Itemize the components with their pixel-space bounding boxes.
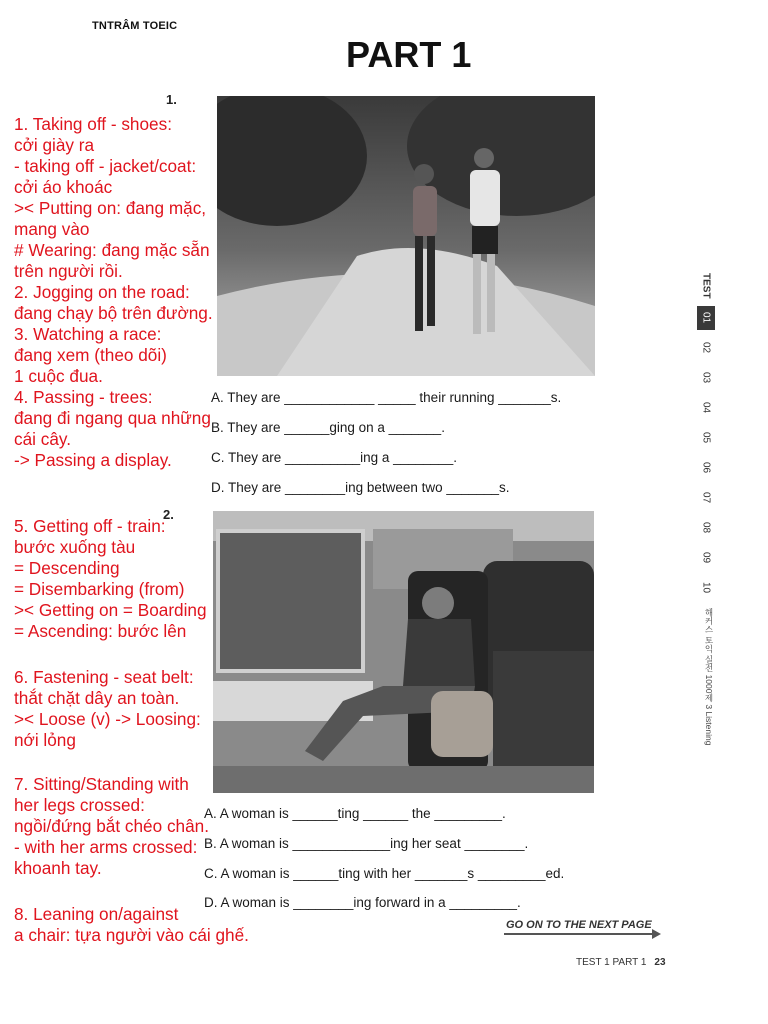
side-tab-test-04: 04 bbox=[700, 402, 712, 414]
go-on-next-page-label: GO ON TO THE NEXT PAGE bbox=[506, 919, 652, 931]
side-tab-test-08: 08 bbox=[700, 522, 712, 534]
note-group-2: 5. Getting off - train: bước xuống tàu = Descending = Disembarking (from) >< Getting on = Boarding = Ascending: bước lên bbox=[14, 516, 207, 641]
question-2-option-c: C. A woman is ______ting with her _______s _________ed. bbox=[204, 866, 565, 881]
side-tab-test-05: 05 bbox=[700, 432, 712, 444]
side-tab-test-06: 06 bbox=[700, 462, 712, 474]
question-1-option-d: D. They are ________ing between two _______s. bbox=[211, 480, 510, 495]
question-1-option-c: C. They are __________ing a ________. bbox=[211, 450, 457, 465]
question-2-option-a: A. A woman is ______ting ______ the _________. bbox=[204, 806, 506, 821]
question-2-option-d: D. A woman is ________ing forward in a _________. bbox=[204, 895, 521, 910]
side-tab-test-07: 07 bbox=[700, 492, 712, 504]
brand-label: TNTRÂM TOEIC bbox=[92, 20, 178, 32]
page-number: 23 bbox=[654, 957, 666, 968]
question-1-number: 1. bbox=[166, 92, 177, 107]
page-footer bbox=[576, 957, 666, 968]
note-group-5: 8. Leaning on/against a chair: tựa người vào cái ghế. bbox=[14, 904, 249, 945]
side-tab-test-01: 01 bbox=[697, 306, 715, 330]
side-tab-test-10: 10 bbox=[700, 582, 712, 594]
question-2-option-b: B. A woman is _____________ing her seat ________. bbox=[204, 836, 529, 851]
question-2-number: 2. bbox=[163, 507, 174, 522]
question-2-photo bbox=[213, 511, 594, 793]
page-title: PART 1 bbox=[346, 34, 472, 75]
side-tab-test-09: 09 bbox=[700, 552, 712, 564]
note-group-3: 6. Fastening - seat belt: thắt chặt dây an toàn. >< Loose (v) -> Loosing: nới lỏng bbox=[14, 667, 201, 750]
question-1-option-b: B. They are ______ging on a _______. bbox=[211, 420, 445, 435]
side-tab-test-03: 03 bbox=[700, 372, 712, 384]
book-title-vertical: 해커스 토익 실전 1000제 3 Listening bbox=[704, 608, 714, 746]
question-1-option-a: A. They are ____________ _____ their running _______s. bbox=[211, 390, 562, 405]
note-group-4: 7. Sitting/Standing with her legs crossed: ngồi/đứng bắt chéo chân. - with her arms crossed: khoanh tay. bbox=[14, 774, 209, 878]
test-side-tab bbox=[693, 268, 719, 748]
footer-test-part: TEST 1 PART 1 bbox=[576, 957, 647, 968]
note-group-1: 1. Taking off - shoes: cởi giày ra - taking off - jacket/coat: cởi áo khoác >< Putting on: đang mặc, mang vào # Wearing: đang mặc sẵn trên người rồi. 2. Jogging on the road: đang chạy bộ trên đường. 3. Watching a race: đang xem (theo dõi) 1 cuộc đua. 4. Passing - trees: đang đi ngang qua những cái cây. -> Passing a display. bbox=[14, 114, 213, 470]
go-on-underline bbox=[504, 933, 654, 935]
question-1-photo bbox=[217, 96, 595, 376]
side-tab-test-label: TEST bbox=[700, 273, 712, 299]
arrow-right-icon bbox=[652, 929, 661, 939]
side-tab-test-02: 02 bbox=[700, 342, 712, 354]
